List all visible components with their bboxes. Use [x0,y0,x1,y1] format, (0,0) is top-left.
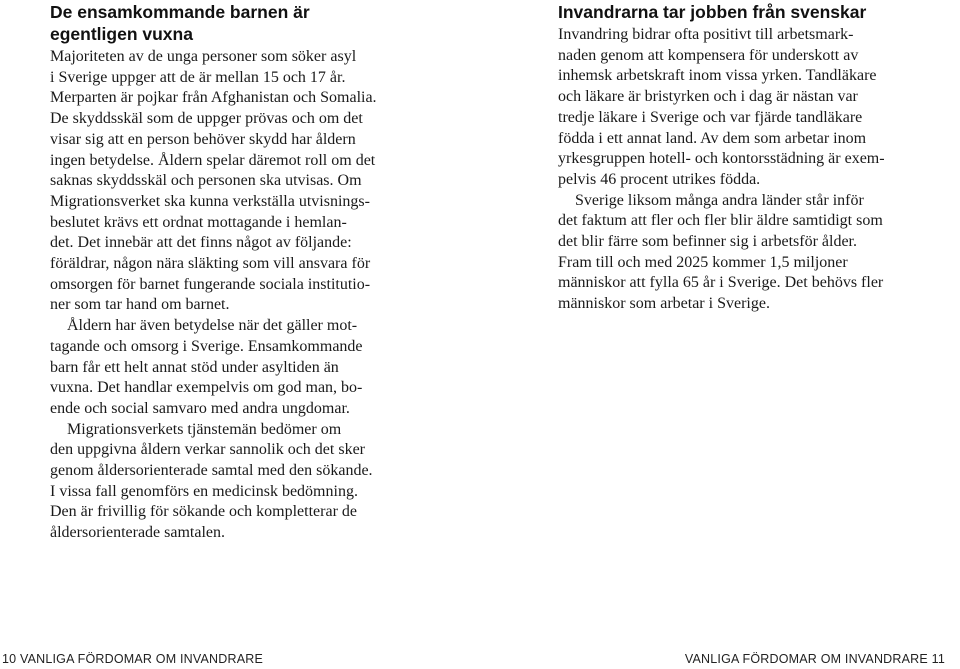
text-line: I vissa fall genomförs en medicinsk bedömning. [50,482,358,500]
text-line: Migrationsverket ska kunna verkställa utvisnings- [50,192,370,210]
text-line: Fram till och med 2025 kommer 1,5 miljoner [558,253,848,271]
text-line: ende och social samvaro med andra ungdomar. [50,399,350,417]
right-page-column [558,0,918,315]
text-line: De skyddsskäl som de uppger prövas och om det [50,110,363,128]
text-line: visar sig att en person behöver skydd har åldern [50,130,356,148]
text-line: det blir färre som befinner sig i arbetsför ålder. [558,233,857,251]
right-section-heading [558,0,918,23]
right-page-footer: VANLIGA FÖRDOMAR OM INVANDRARE 11 [684,652,945,666]
text-line: yrkesgruppen hotell- och kontorsstädning är exem- [558,150,885,168]
text-line: Sverige liksom många andra länder står inför [575,191,864,209]
left-body-text [50,47,395,544]
left-page-column [50,0,395,544]
right-paragraph-2 [558,191,918,315]
left-paragraph-1 [50,47,395,316]
left-section-heading [50,0,395,45]
text-line: inhemsk arbetskraft inom vissa yrken. Tandläkare [558,67,877,85]
text-line: omsorgen för barnet fungerande sociala institutio- [50,275,371,293]
heading-line: egentligen vuxna [50,24,193,44]
text-line: naden genom att kompensera för underskott av [558,46,859,64]
text-line: Invandring bidrar ofta positivt till arbetsmark- [558,26,854,43]
text-line: pelvis 46 procent utrikes födda. [558,170,761,188]
heading-line: De ensamkommande barnen är [50,2,310,22]
left-paragraph-2 [50,316,395,420]
heading-line: Invandrarna tar jobben från svenskar [558,2,867,22]
left-page-footer: 10 VANLIGA FÖRDOMAR OM INVANDRARE [2,652,264,666]
text-line: människor som arbetar i Sverige. [558,295,770,313]
text-line: Majoriteten av de unga personer som söker asyl [50,48,357,65]
text-line: Åldern har även betydelse när det gäller mot- [67,317,358,335]
text-line: Den är frivillig för sökande och kompletterar de [50,503,357,521]
text-line: det faktum att fler och fler blir äldre samtidigt som [558,212,883,230]
text-line: den uppgivna åldern verkar sannolik och det sker [50,441,366,459]
text-line: Migrationsverkets tjänstemän bedömer om [67,420,342,438]
text-line: vuxna. Det handlar exempelvis om god man, bo- [50,379,363,397]
left-paragraph-3 [50,420,395,544]
text-line: saknas skyddsskäl och personen ska utvisas. Om [50,172,362,190]
text-line: barn får ett helt annat stöd under asyltiden än [50,358,339,376]
text-line: ingen betydelse. Åldern spelar däremot roll om det [50,151,376,169]
text-line: åldersorienterade samtalen. [50,524,226,542]
text-line: ner som tar hand om barnet. [50,296,230,314]
text-line: genom åldersorienterade samtal med den sökande. [50,462,373,480]
text-line: människor att fylla 65 år i Sverige. Det behövs fler [558,274,884,292]
right-body-text [558,25,918,315]
text-line: det. Det innebär att det finns något av följande: [50,234,352,252]
text-line: i Sverige uppger att de är mellan 15 och 17 år. [50,68,346,86]
text-line: och läkare är bristyrken och i dag är nästan var [558,88,858,106]
right-paragraph-1 [558,25,918,191]
text-line: tagande och omsorg i Sverige. Ensamkommande [50,337,363,355]
text-line: Merparten är pojkar från Afghanistan och Somalia. [50,89,377,107]
text-line: födda i ett annat land. Av dem som arbetar inom [558,129,867,147]
text-line: beslutet krävs ett ordnat mottagande i hemlan- [50,213,347,231]
text-line: tredje läkare i Sverige och var fjärde tandläkare [558,108,863,126]
text-line: föräldrar, någon nära släkting som vill ansvara för [50,255,371,273]
